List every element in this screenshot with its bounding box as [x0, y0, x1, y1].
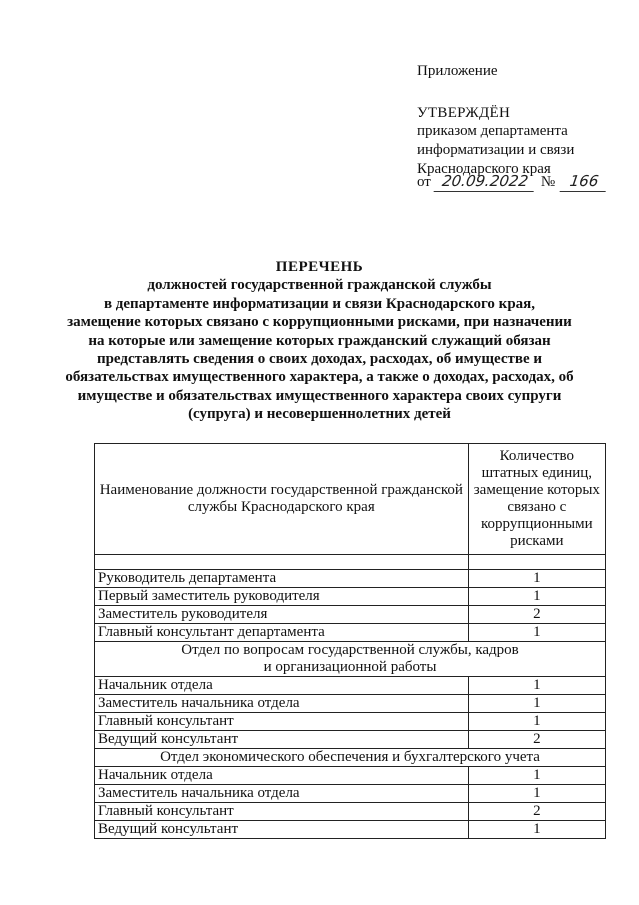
table-row — [95, 713, 606, 731]
title-line: должностей государственной гражданской службы — [147, 277, 492, 294]
position-name: Первый заместитель руководителя — [95, 588, 469, 606]
approved-line: Краснодарского края — [417, 161, 551, 177]
position-count: 1 — [468, 695, 605, 713]
column-header-count: Количество штатных единиц, замещение которых связано с коррупционными рисками — [468, 444, 605, 555]
title-line: в департаменте информатизации и связи Краснодарского края, — [103, 295, 536, 312]
spacer-cell — [95, 555, 469, 570]
position-count: 1 — [468, 570, 605, 588]
title-line: (супруга) и несовершеннолетних детей — [188, 406, 451, 423]
position-name: Главный консультант департамента — [95, 624, 469, 642]
title-line: замещение которых связано с коррупционными рисками, при назначении — [67, 314, 572, 331]
position-count: 1 — [468, 588, 605, 606]
table-row — [95, 695, 606, 713]
section-title — [95, 642, 606, 677]
approved-line: приказом департамента — [417, 123, 568, 139]
section-header-row — [95, 642, 606, 677]
position-count: 1 — [468, 821, 605, 839]
appendix-label: Приложение — [417, 63, 498, 79]
approved-title: УТВЕРЖДЁН — [417, 105, 511, 121]
title-line: обязательствах имущественного характера, а также о доходах, расходах, об — [65, 369, 574, 386]
position-count: 1 — [468, 767, 605, 785]
section-title-line: и организационной работы — [263, 659, 437, 675]
table-spacer-row — [95, 555, 606, 570]
table-row — [95, 821, 606, 839]
title-line: имуществе и обязательствах имущественного характера своих супруги — [77, 387, 562, 404]
positions-table — [94, 443, 606, 839]
position-count: 1 — [468, 785, 605, 803]
table-row — [95, 570, 606, 588]
order-date: 20.09.2022 — [433, 172, 536, 192]
section-title-line: Отдел по вопросам государственной службы, кадров — [181, 642, 519, 658]
approved-line: информатизации и связи — [417, 142, 575, 158]
table-row — [95, 767, 606, 785]
position-name: Ведущий консультант — [95, 731, 469, 749]
table-row — [95, 803, 606, 821]
order-prefix: от — [417, 174, 431, 190]
position-name: Главный консультант — [95, 803, 469, 821]
document-title — [40, 258, 599, 424]
section-title: Отдел экономического обеспечения и бухгалтерского учета — [95, 749, 606, 767]
position-count: 2 — [468, 731, 605, 749]
table-header-row — [95, 444, 606, 555]
table-row — [95, 624, 606, 642]
spacer-cell — [468, 555, 605, 570]
position-count: 1 — [468, 677, 605, 695]
position-count: 2 — [468, 803, 605, 821]
title-line: представлять сведения о своих доходах, расходах, об имуществе и — [96, 351, 543, 368]
position-name: Руководитель департамента — [95, 570, 469, 588]
position-name: Начальник отдела — [95, 767, 469, 785]
title-line: на которые или замещение которых гражданский служащий обязан — [88, 332, 551, 349]
title-heading: ПЕРЕЧЕНЬ — [275, 259, 364, 275]
table-row — [95, 606, 606, 624]
position-count: 1 — [468, 713, 605, 731]
order-number: 166 — [560, 172, 609, 192]
table-row — [95, 588, 606, 606]
position-name: Заместитель начальника отдела — [95, 695, 469, 713]
position-name: Главный консультант — [95, 713, 469, 731]
section-header-row — [95, 749, 606, 767]
table-row — [95, 731, 606, 749]
table-row — [95, 677, 606, 695]
position-name: Начальник отдела — [95, 677, 469, 695]
position-count: 2 — [468, 606, 605, 624]
column-header-name: Наименование должности государственной гражданской службы Краснодарского края — [95, 444, 469, 555]
position-name: Заместитель начальника отдела — [95, 785, 469, 803]
approved-by-order — [417, 122, 574, 179]
number-sign: № — [540, 174, 556, 190]
position-count: 1 — [468, 624, 605, 642]
table-row — [95, 785, 606, 803]
position-name: Ведущий консультант — [95, 821, 469, 839]
position-name: Заместитель руководителя — [95, 606, 469, 624]
order-line — [417, 172, 607, 192]
